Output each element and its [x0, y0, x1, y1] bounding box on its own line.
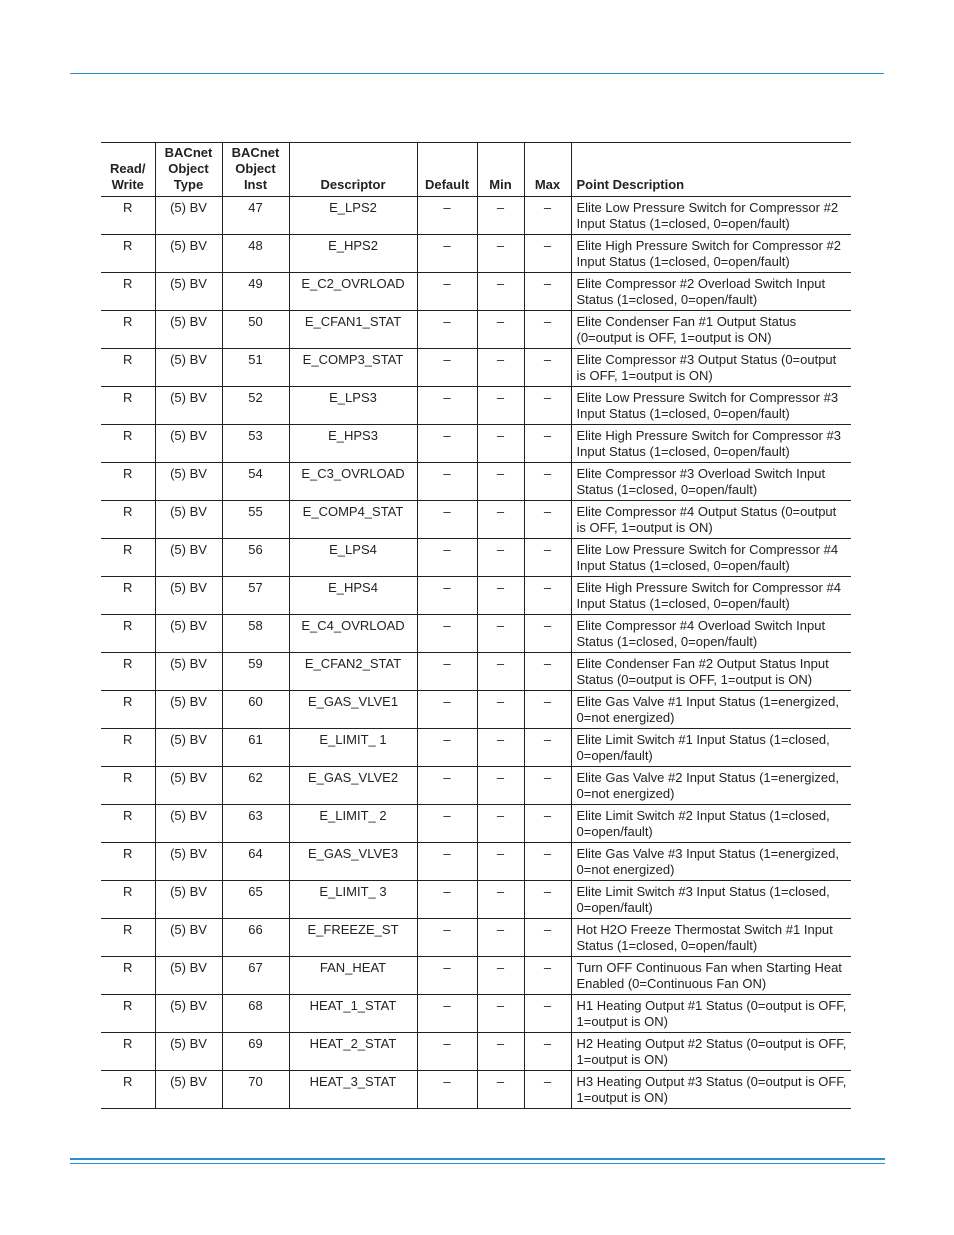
cell-min: –	[477, 653, 524, 691]
cell-default: –	[417, 653, 477, 691]
cell-read-write: R	[101, 197, 155, 235]
cell-max: –	[524, 577, 571, 615]
cell-max: –	[524, 501, 571, 539]
bacnet-points-table	[101, 142, 851, 1109]
table-row	[101, 387, 851, 425]
cell-max: –	[524, 767, 571, 805]
table-row	[101, 349, 851, 387]
cell-read-write: R	[101, 539, 155, 577]
cell-default: –	[417, 995, 477, 1033]
cell-object-type: (5) BV	[155, 463, 222, 501]
cell-object-inst: 47	[222, 197, 289, 235]
cell-point-description: Elite Low Pressure Switch for Compressor #2 Input Status (1=closed, 0=open/fault)	[571, 197, 851, 235]
cell-read-write: R	[101, 1033, 155, 1071]
cell-object-inst: 63	[222, 805, 289, 843]
cell-object-inst: 67	[222, 957, 289, 995]
table-row	[101, 539, 851, 577]
cell-object-inst: 56	[222, 539, 289, 577]
cell-min: –	[477, 881, 524, 919]
cell-default: –	[417, 919, 477, 957]
cell-point-description: Elite Compressor #4 Overload Switch Input Status (1=closed, 0=open/fault)	[571, 615, 851, 653]
cell-max: –	[524, 653, 571, 691]
cell-object-inst: 62	[222, 767, 289, 805]
cell-default: –	[417, 425, 477, 463]
cell-max: –	[524, 615, 571, 653]
cell-read-write: R	[101, 843, 155, 881]
cell-object-inst: 69	[222, 1033, 289, 1071]
cell-object-type: (5) BV	[155, 273, 222, 311]
cell-read-write: R	[101, 767, 155, 805]
cell-descriptor: E_CFAN2_STAT	[289, 653, 417, 691]
cell-object-type: (5) BV	[155, 957, 222, 995]
cell-point-description: Elite Limit Switch #2 Input Status (1=closed, 0=open/fault)	[571, 805, 851, 843]
header-descriptor: Descriptor	[289, 143, 417, 197]
cell-read-write: R	[101, 729, 155, 767]
cell-object-inst: 50	[222, 311, 289, 349]
table-row	[101, 767, 851, 805]
cell-object-inst: 65	[222, 881, 289, 919]
cell-default: –	[417, 729, 477, 767]
cell-default: –	[417, 235, 477, 273]
cell-min: –	[477, 919, 524, 957]
cell-read-write: R	[101, 805, 155, 843]
cell-object-type: (5) BV	[155, 1071, 222, 1109]
cell-object-inst: 57	[222, 577, 289, 615]
cell-min: –	[477, 691, 524, 729]
table-row	[101, 653, 851, 691]
cell-max: –	[524, 463, 571, 501]
cell-default: –	[417, 197, 477, 235]
cell-object-type: (5) BV	[155, 653, 222, 691]
cell-point-description: Elite Condenser Fan #1 Output Status (0=output is OFF, 1=output is ON)	[571, 311, 851, 349]
header-read-write: Read/ Write	[101, 143, 155, 197]
cell-min: –	[477, 197, 524, 235]
cell-min: –	[477, 577, 524, 615]
cell-descriptor: E_GAS_VLVE3	[289, 843, 417, 881]
cell-read-write: R	[101, 995, 155, 1033]
cell-object-type: (5) BV	[155, 311, 222, 349]
cell-max: –	[524, 311, 571, 349]
cell-max: –	[524, 691, 571, 729]
cell-default: –	[417, 805, 477, 843]
cell-min: –	[477, 425, 524, 463]
cell-object-type: (5) BV	[155, 425, 222, 463]
table-row	[101, 1033, 851, 1071]
cell-descriptor: E_C2_OVRLOAD	[289, 273, 417, 311]
cell-min: –	[477, 273, 524, 311]
cell-descriptor: E_C3_OVRLOAD	[289, 463, 417, 501]
cell-min: –	[477, 235, 524, 273]
cell-object-inst: 58	[222, 615, 289, 653]
cell-descriptor: E_LPS3	[289, 387, 417, 425]
cell-object-type: (5) BV	[155, 919, 222, 957]
table-row	[101, 919, 851, 957]
cell-default: –	[417, 273, 477, 311]
cell-min: –	[477, 349, 524, 387]
cell-min: –	[477, 995, 524, 1033]
cell-max: –	[524, 805, 571, 843]
header-object-type: BACnet Object Type	[155, 143, 222, 197]
table-row	[101, 957, 851, 995]
cell-point-description: Elite Gas Valve #1 Input Status (1=energized, 0=not energized)	[571, 691, 851, 729]
cell-default: –	[417, 311, 477, 349]
cell-object-type: (5) BV	[155, 767, 222, 805]
cell-default: –	[417, 1033, 477, 1071]
cell-object-inst: 61	[222, 729, 289, 767]
cell-read-write: R	[101, 615, 155, 653]
cell-max: –	[524, 387, 571, 425]
cell-descriptor: E_HPS3	[289, 425, 417, 463]
table-row	[101, 615, 851, 653]
cell-point-description: H1 Heating Output #1 Status (0=output is OFF, 1=output is ON)	[571, 995, 851, 1033]
cell-object-type: (5) BV	[155, 577, 222, 615]
table-row	[101, 881, 851, 919]
cell-descriptor: E_LIMIT_ 2	[289, 805, 417, 843]
cell-default: –	[417, 577, 477, 615]
cell-read-write: R	[101, 387, 155, 425]
cell-object-type: (5) BV	[155, 881, 222, 919]
cell-descriptor: E_GAS_VLVE2	[289, 767, 417, 805]
cell-read-write: R	[101, 919, 155, 957]
table-row	[101, 1071, 851, 1109]
cell-max: –	[524, 349, 571, 387]
cell-object-inst: 70	[222, 1071, 289, 1109]
cell-read-write: R	[101, 463, 155, 501]
cell-read-write: R	[101, 691, 155, 729]
cell-point-description: Elite High Pressure Switch for Compressor #4 Input Status (1=closed, 0=open/fault)	[571, 577, 851, 615]
cell-descriptor: HEAT_1_STAT	[289, 995, 417, 1033]
cell-point-description: Elite High Pressure Switch for Compressor #3 Input Status (1=closed, 0=open/fault)	[571, 425, 851, 463]
header-rule	[70, 73, 884, 74]
cell-object-inst: 68	[222, 995, 289, 1033]
cell-read-write: R	[101, 311, 155, 349]
cell-object-type: (5) BV	[155, 387, 222, 425]
cell-object-inst: 51	[222, 349, 289, 387]
cell-default: –	[417, 1071, 477, 1109]
cell-default: –	[417, 349, 477, 387]
cell-object-type: (5) BV	[155, 1033, 222, 1071]
cell-min: –	[477, 729, 524, 767]
cell-object-type: (5) BV	[155, 539, 222, 577]
cell-read-write: R	[101, 957, 155, 995]
cell-default: –	[417, 691, 477, 729]
table-row	[101, 425, 851, 463]
cell-descriptor: E_LIMIT_ 3	[289, 881, 417, 919]
cell-point-description: Turn OFF Continuous Fan when Starting Heat Enabled (0=Continuous Fan ON)	[571, 957, 851, 995]
cell-default: –	[417, 881, 477, 919]
cell-object-inst: 66	[222, 919, 289, 957]
cell-point-description: H3 Heating Output #3 Status (0=output is OFF, 1=output is ON)	[571, 1071, 851, 1109]
table-row	[101, 577, 851, 615]
cell-max: –	[524, 1033, 571, 1071]
cell-object-inst: 53	[222, 425, 289, 463]
cell-max: –	[524, 273, 571, 311]
cell-object-inst: 60	[222, 691, 289, 729]
cell-point-description: Hot H2O Freeze Thermostat Switch #1 Input Status (1=closed, 0=open/fault)	[571, 919, 851, 957]
cell-object-type: (5) BV	[155, 501, 222, 539]
footer-rule	[70, 1158, 885, 1160]
cell-max: –	[524, 995, 571, 1033]
cell-object-type: (5) BV	[155, 197, 222, 235]
cell-descriptor: FAN_HEAT	[289, 957, 417, 995]
cell-object-type: (5) BV	[155, 729, 222, 767]
cell-descriptor: E_LIMIT_ 1	[289, 729, 417, 767]
table-row	[101, 197, 851, 235]
cell-point-description: Elite Compressor #2 Overload Switch Input Status (1=closed, 0=open/fault)	[571, 273, 851, 311]
cell-min: –	[477, 805, 524, 843]
table-row	[101, 843, 851, 881]
table-row	[101, 729, 851, 767]
cell-object-inst: 54	[222, 463, 289, 501]
cell-point-description: Elite Compressor #3 Overload Switch Input Status (1=closed, 0=open/fault)	[571, 463, 851, 501]
table-row	[101, 311, 851, 349]
cell-read-write: R	[101, 653, 155, 691]
cell-min: –	[477, 1071, 524, 1109]
cell-object-type: (5) BV	[155, 349, 222, 387]
cell-max: –	[524, 197, 571, 235]
table-row	[101, 273, 851, 311]
cell-point-description: Elite Compressor #3 Output Status (0=output is OFF, 1=output is ON)	[571, 349, 851, 387]
cell-descriptor: E_FREEZE_ST	[289, 919, 417, 957]
cell-point-description: Elite Compressor #4 Output Status (0=output is OFF, 1=output is ON)	[571, 501, 851, 539]
cell-read-write: R	[101, 235, 155, 273]
cell-object-type: (5) BV	[155, 843, 222, 881]
cell-point-description: H2 Heating Output #2 Status (0=output is OFF, 1=output is ON)	[571, 1033, 851, 1071]
cell-min: –	[477, 463, 524, 501]
cell-max: –	[524, 425, 571, 463]
table-header-row	[101, 143, 851, 197]
cell-read-write: R	[101, 881, 155, 919]
table-row	[101, 463, 851, 501]
cell-point-description: Elite High Pressure Switch for Compressor #2 Input Status (1=closed, 0=open/fault)	[571, 235, 851, 273]
cell-default: –	[417, 501, 477, 539]
cell-object-inst: 52	[222, 387, 289, 425]
cell-point-description: Elite Limit Switch #3 Input Status (1=closed, 0=open/fault)	[571, 881, 851, 919]
cell-default: –	[417, 767, 477, 805]
cell-point-description: Elite Low Pressure Switch for Compressor #4 Input Status (1=closed, 0=open/fault)	[571, 539, 851, 577]
cell-object-inst: 55	[222, 501, 289, 539]
footer-rule-thin	[70, 1163, 885, 1164]
cell-object-type: (5) BV	[155, 615, 222, 653]
cell-max: –	[524, 919, 571, 957]
table-row	[101, 501, 851, 539]
cell-object-type: (5) BV	[155, 235, 222, 273]
cell-descriptor: E_CFAN1_STAT	[289, 311, 417, 349]
cell-min: –	[477, 957, 524, 995]
header-min: Min	[477, 143, 524, 197]
cell-descriptor: E_GAS_VLVE1	[289, 691, 417, 729]
cell-descriptor: E_LPS4	[289, 539, 417, 577]
cell-min: –	[477, 501, 524, 539]
cell-default: –	[417, 615, 477, 653]
header-max: Max	[524, 143, 571, 197]
cell-max: –	[524, 235, 571, 273]
cell-max: –	[524, 881, 571, 919]
cell-read-write: R	[101, 273, 155, 311]
cell-read-write: R	[101, 425, 155, 463]
cell-descriptor: E_LPS2	[289, 197, 417, 235]
cell-descriptor: HEAT_3_STAT	[289, 1071, 417, 1109]
cell-descriptor: HEAT_2_STAT	[289, 1033, 417, 1071]
cell-object-type: (5) BV	[155, 691, 222, 729]
cell-min: –	[477, 311, 524, 349]
cell-read-write: R	[101, 501, 155, 539]
cell-read-write: R	[101, 349, 155, 387]
cell-default: –	[417, 463, 477, 501]
cell-default: –	[417, 843, 477, 881]
cell-min: –	[477, 1033, 524, 1071]
cell-default: –	[417, 957, 477, 995]
cell-default: –	[417, 539, 477, 577]
cell-descriptor: E_COMP3_STAT	[289, 349, 417, 387]
cell-read-write: R	[101, 577, 155, 615]
cell-point-description: Elite Low Pressure Switch for Compressor #3 Input Status (1=closed, 0=open/fault)	[571, 387, 851, 425]
cell-max: –	[524, 957, 571, 995]
cell-object-inst: 64	[222, 843, 289, 881]
table-row	[101, 235, 851, 273]
table-row	[101, 995, 851, 1033]
cell-descriptor: E_HPS4	[289, 577, 417, 615]
cell-object-inst: 59	[222, 653, 289, 691]
cell-object-type: (5) BV	[155, 995, 222, 1033]
cell-min: –	[477, 615, 524, 653]
cell-object-inst: 49	[222, 273, 289, 311]
cell-max: –	[524, 843, 571, 881]
cell-max: –	[524, 1071, 571, 1109]
cell-descriptor: E_COMP4_STAT	[289, 501, 417, 539]
cell-min: –	[477, 387, 524, 425]
cell-max: –	[524, 539, 571, 577]
cell-object-type: (5) BV	[155, 805, 222, 843]
cell-read-write: R	[101, 1071, 155, 1109]
table-row	[101, 691, 851, 729]
table-row	[101, 805, 851, 843]
header-default: Default	[417, 143, 477, 197]
header-object-inst: BACnet Object Inst	[222, 143, 289, 197]
cell-point-description: Elite Limit Switch #1 Input Status (1=closed, 0=open/fault)	[571, 729, 851, 767]
cell-descriptor: E_C4_OVRLOAD	[289, 615, 417, 653]
cell-object-inst: 48	[222, 235, 289, 273]
cell-min: –	[477, 539, 524, 577]
cell-point-description: Elite Condenser Fan #2 Output Status Input Status (0=output is OFF, 1=output is ON)	[571, 653, 851, 691]
cell-point-description: Elite Gas Valve #3 Input Status (1=energized, 0=not energized)	[571, 843, 851, 881]
cell-min: –	[477, 843, 524, 881]
header-point-description: Point Description	[571, 143, 851, 197]
cell-point-description: Elite Gas Valve #2 Input Status (1=energized, 0=not energized)	[571, 767, 851, 805]
cell-default: –	[417, 387, 477, 425]
cell-max: –	[524, 729, 571, 767]
cell-min: –	[477, 767, 524, 805]
cell-descriptor: E_HPS2	[289, 235, 417, 273]
